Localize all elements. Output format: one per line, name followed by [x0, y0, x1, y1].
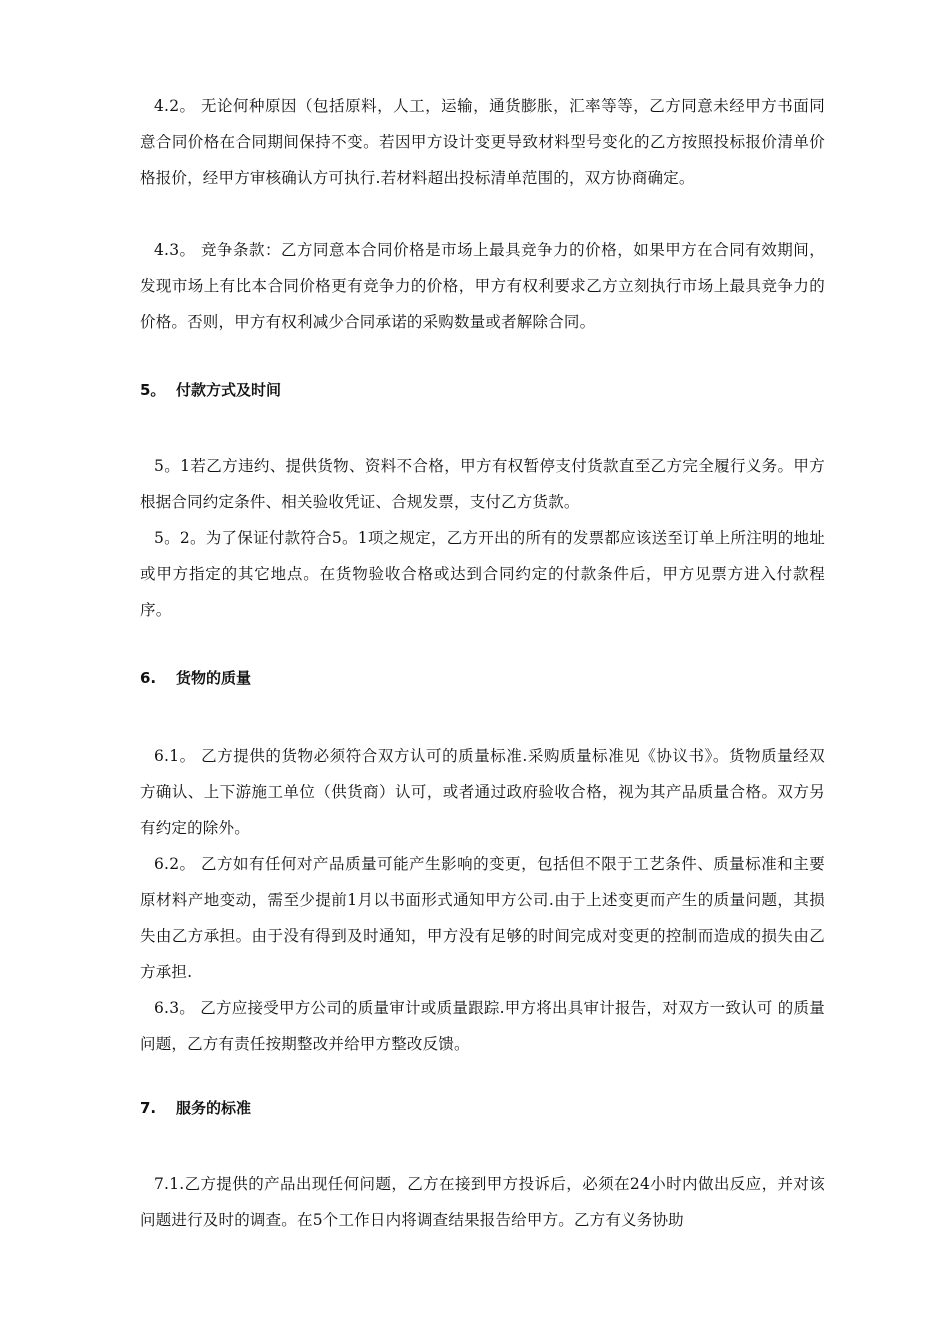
- clause-6-1: [140, 738, 825, 846]
- section-7-number: 7.: [140, 1099, 157, 1117]
- section-5-heading: [140, 378, 281, 402]
- clause-5-1-text: 5。1若乙方违约、提供货物、资料不合格，甲方有权暂停支付货款直至乙方完全履行义务。甲方根据合同约定条件、相关验收凭证、合规发票，支付乙方货款。: [140, 457, 825, 511]
- clause-5-2: [140, 520, 825, 628]
- clause-5-1: [140, 448, 825, 520]
- clause-4-2-text: 4.2。 无论何种原因（包括原料，人工，运输，通货膨胀，汇率等等，乙方同意未经甲方书面同意合同价格在合同期间保持不变。若因甲方设计变更导致材料型号变化的乙方按照投标报价清单价格报价，经甲方审核确认方可执行.若材料超出投标清单范围的，双方协商确定。: [140, 97, 825, 187]
- clause-4-3-text: 4.3。 竞争条款：乙方同意本合同价格是市场上最具竞争力的价格，如果甲方在合同有效期间，发现市场上有比本合同价格更有竞争力的价格，甲方有权利要求乙方立刻执行市场上最具竞争力的价格。否则，甲方有权利减少合同承诺的采购数量或者解除合同。: [140, 241, 825, 331]
- section-7-heading: [140, 1096, 251, 1120]
- clause-6-3-text: 6.3。 乙方应接受甲方公司的质量审计或质量跟踪.甲方将出具审计报告，对双方一致认可 的质量问题，乙方有责任按期整改并给甲方整改反馈。: [140, 999, 825, 1053]
- clause-7-1-text: 7.1.乙方提供的产品出现任何问题，乙方在接到甲方投诉后，必须在24小时内做出反应，并对该问题进行及时的调查。在5个工作日内将调查结果报告给甲方。乙方有义务协助: [140, 1175, 825, 1229]
- clause-6-1-text: 6.1。 乙方提供的货物必须符合双方认可的质量标准.采购质量标准见《协议书》。货物质量经双方确认、上下游施工单位（供货商）认可，或者通过政府验收合格，视为其产品质量合格。双方另有约定的除外。: [140, 747, 825, 837]
- clause-6-2: [140, 846, 825, 990]
- clause-5-2-text: 5。2。为了保证付款符合5。1项之规定，乙方开出的所有的发票都应该送至订单上所注明的地址或甲方指定的其它地点。在货物验收合格或达到合同约定的付款条件后，甲方见票方进入付款程序。: [140, 529, 825, 619]
- section-6-number: 6.: [140, 669, 157, 687]
- clause-6-2-text: 6.2。 乙方如有任何对产品质量可能产生影响的变更，包括但不限于工艺条件、质量标准和主要原材料产地变动，需至少提前1月以书面形式通知甲方公司.由于上述变更而产生的质量问题，其损失由乙方承担。由于没有得到及时通知，甲方没有足够的时间完成对变更的控制而造成的损失由乙方承担.: [140, 855, 825, 981]
- section-5-title: 付款方式及时间: [176, 381, 282, 399]
- section-6-title: 货物的质量: [176, 669, 252, 687]
- clause-4-2: [140, 88, 825, 196]
- clause-4-3: [140, 232, 825, 340]
- clause-7-1: [140, 1166, 825, 1238]
- section-7-title: 服务的标准: [176, 1099, 252, 1117]
- section-6-heading: [140, 666, 251, 690]
- section-5-number: 5。: [140, 381, 166, 399]
- clause-6-3: [140, 990, 825, 1062]
